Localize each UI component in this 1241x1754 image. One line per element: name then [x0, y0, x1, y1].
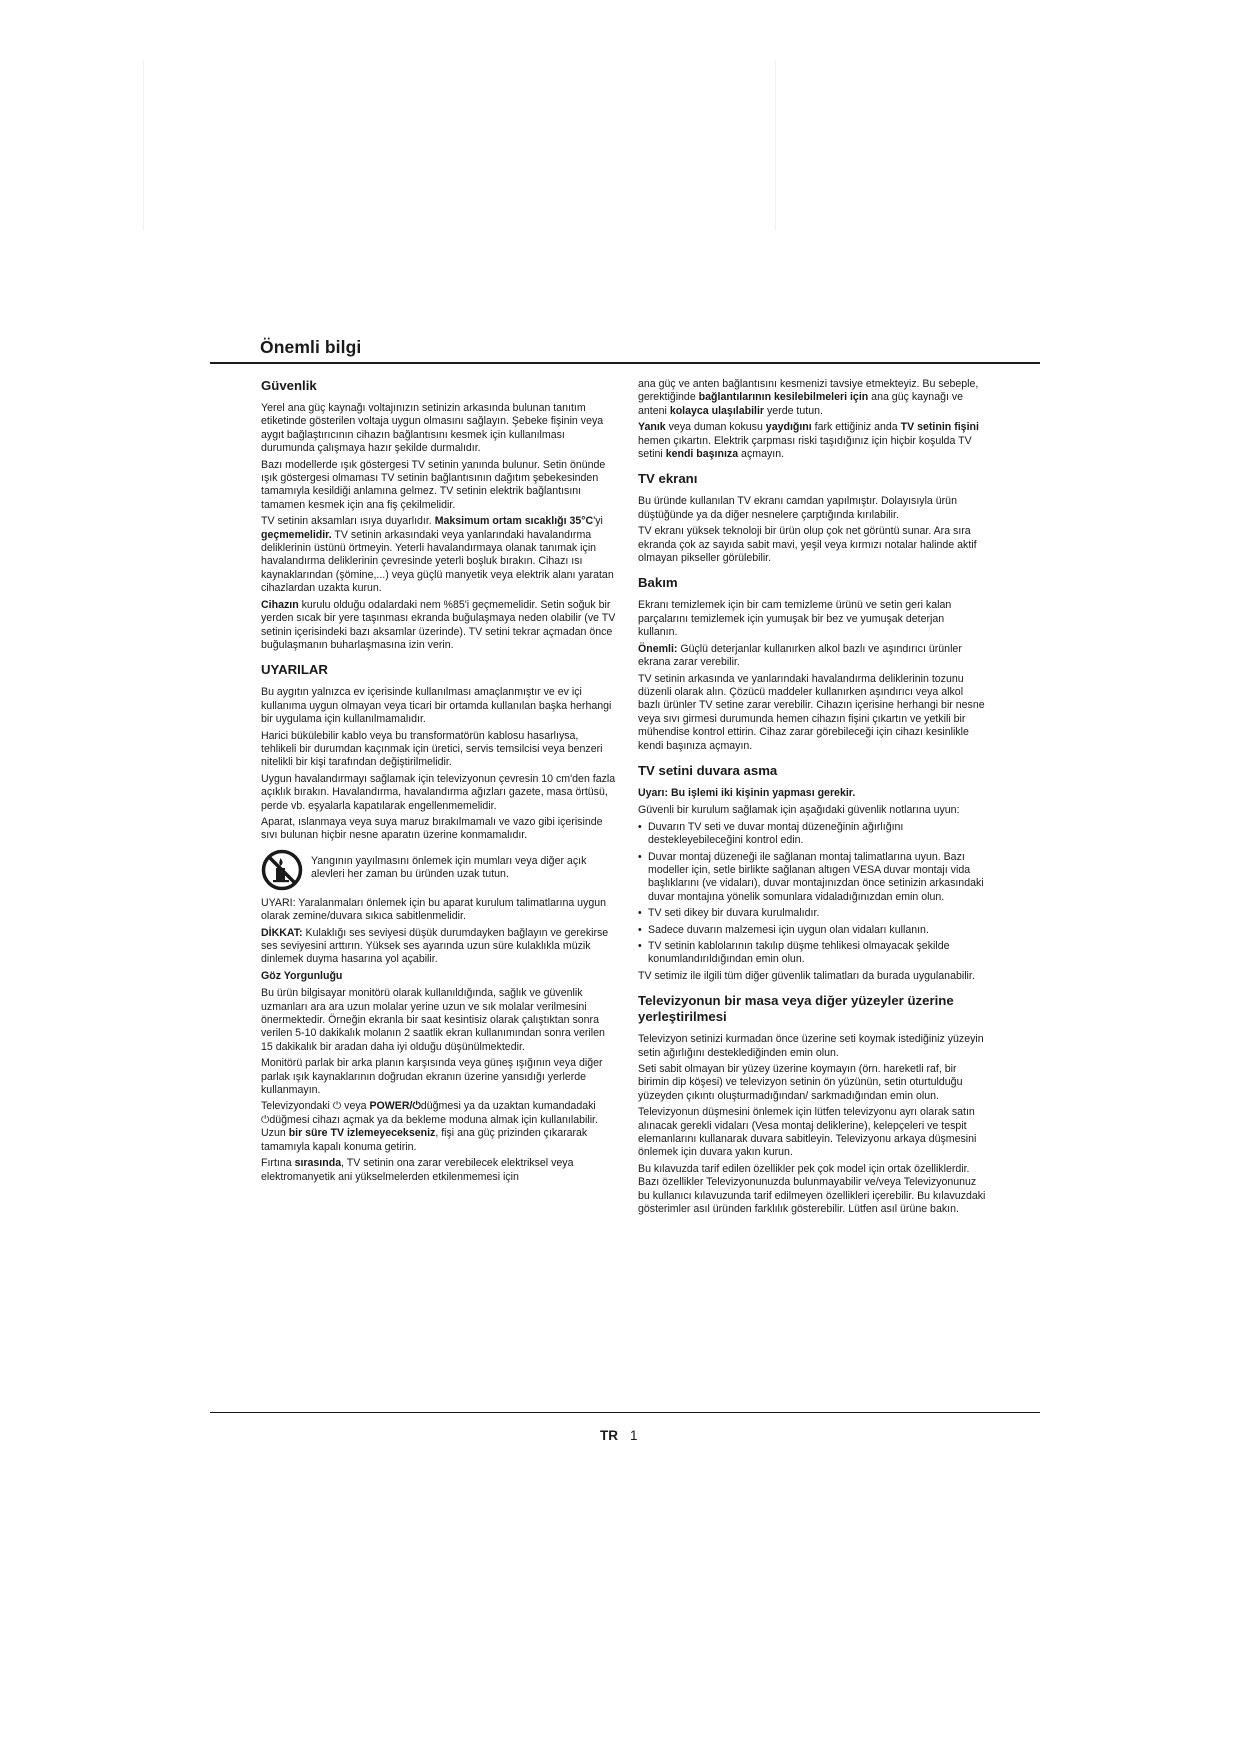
paragraph: Seti sabit olmayan bir yüzey üzerine koymayın (örn. hareketli raf, bir birimin dip köşesi) ve televizyon setinin ön yüzünün, setin oturtulduğu yüzeyden çıkıntı oluşturmadığından/ sarkmadığından emin olun.	[638, 1063, 963, 1102]
warning-line: Uyarı: Bu işlemi iki kişinin yapması gerekir.	[638, 786, 856, 799]
bold-run: kendi başınıza	[665, 448, 739, 461]
paragraph: TV ekranı yüksek teknoloji bir ürün olup çok net görüntü sunar. Ara sıra ekranda çok az sayıda sabit mavi, yeşil veya kırmızı notalar halinde aktif olmayan pikseller görülebilir.	[638, 525, 977, 565]
text-run: yerde tutun.	[764, 404, 823, 417]
paragraph: Bu kılavuzda tarif edilen özellikler pek çok model için ortak özelliklerdir. Bazı özellikler Televizyonunuzda bulunmayabilir ve/veya Televizyonunuz bu kullanıcı kılavuzunda tarif edilmeyen özellikleri içerebilir. Bu kılavuzdaki gösterimler asıl üründen farklılık gösterebilir. Lütfen asıl ürüne bakın.	[638, 1162, 986, 1216]
page-number: 1	[630, 1428, 638, 1443]
paragraph	[261, 599, 616, 653]
section-heading: Güvenlik	[261, 378, 317, 393]
paragraph	[261, 515, 616, 595]
paragraph: Televizyonun düşmesini önlemek için lütfen televizyonu ayrı olarak satın alınacak gerekli vidaları (Vesa montaj deliklerine), kelepçeleri ve tespit elemanlarını kullanarak duvara sabitleyin. Televizyonu arkaya düşmesini önlemek için duvara yakın kurun.	[638, 1106, 977, 1159]
paragraph	[638, 378, 986, 418]
header-rule	[210, 362, 1040, 364]
language-code: TR	[600, 1428, 618, 1443]
list-item: • Sadece duvarın malzemesi için uygun olan vidaları kullanın.	[638, 924, 986, 937]
section-bakim	[638, 575, 986, 752]
bold-run: bir süre TV izlemeyecekseniz	[288, 1127, 436, 1140]
paragraph: Bu üründe kullanılan TV ekranı camdan yapılmıştır. Dolayısıyla ürün düştüğünde ya da diğer nesnelere çarptığında kırılabilir.	[638, 495, 957, 521]
list-item: • Duvarın TV seti ve duvar montaj düzeneğinin ağırlığını destekleyebileceğini kontrol edin.	[638, 821, 986, 848]
bold-run: POWER/⏻	[369, 1100, 421, 1113]
page-title: Önemli bilgi	[260, 337, 362, 357]
paragraph: UYARI: Yaralanmaları önlemek için bu aparat kurulum talimatlarına uygun olarak zemine/duvara sıkıca sabitlenmelidir.	[261, 896, 607, 923]
paragraph: Güvenli bir kurulum sağlamak için aşağıdaki güvenlik notlarına uyun:	[638, 804, 960, 817]
section-goz-yorgunlugu	[261, 970, 616, 1184]
text-run: hemen çıkartın. Elektrik çarpması riski taşıdığınız için hiçbir koşulda TV setini	[638, 434, 972, 461]
text-run: TV setinin aksamları ısıya duyarlıdır.	[261, 515, 435, 528]
paragraph: Bu aygıtın yalnızca ev içerisinde kullanılması amaçlanmıştır ve ev içi kullanıma uygun olmayan veya ticari bir ortamda kullanılan başka herhangi bir uygulama için kullanılmamalıdır.	[261, 686, 612, 726]
text-run: 'yi	[593, 515, 603, 528]
fire-warning-text: Yangının yayılmasını önlemek için mumları veya diğer açık alevleri her zaman bu üründen uzak tutun.	[311, 854, 587, 881]
list-item: • TV setinin kablolarının takılıp düşme tehlikesi olmayacak şekilde konumlandırıldığından emin olun.	[638, 940, 986, 967]
bold-run: kolayca ulaşılabilir	[669, 404, 765, 417]
text-run: ana güç ve anten bağlantısını kesmenizi tavsiye etmekteyiz. Bu sebeple, gerektiğinde	[638, 378, 979, 404]
section-heading: Televizyonun bir masa veya diğer yüzeyler üzerine yerleştirilmesi	[638, 993, 954, 1025]
paragraph: TV setinin arkasında ve yanlarındaki havalandırma deliklerinin tozunu düzenli olarak alın. Çözücü maddeler kullanırken aşındırıcı veya alkol bazlı ürünler TV setine zarar verebilir. Cihazın içerisine herhangi bir nesne veya sıvı girmesi durumunda hemen cihazın fişini çıkartın ve yetkili bir mühendise kontrol ettirin. Cihaz zarar görebileceği için cihazı kesinlikle kendi başınıza açmayın.	[638, 672, 985, 752]
paragraph	[261, 1100, 616, 1154]
bold-run: Önemli:	[638, 642, 678, 655]
fire-warning-block	[261, 849, 616, 891]
bold-run: Maksimum ortam sıcaklığı 35°C	[434, 515, 594, 528]
page-footer	[600, 1428, 638, 1443]
text-run: Televizyondaki ⏻ veya	[261, 1100, 370, 1113]
bold-run: Yanık	[638, 421, 666, 434]
right-column	[638, 378, 986, 1220]
text-run: Güçlü deterjanlar kullanırken alkol bazlı ve aşındırıcı ürünler ekrana zarar verebilir.	[638, 642, 962, 669]
section-duvara-asma	[638, 763, 986, 983]
bold-run: DİKKAT:	[261, 926, 303, 939]
paragraph: Harici bükülebilir kablo veya bu transformatörün kablosu hasarlıysa, tehlikeli bir durumdan kaçınmak için üretici, servis temsilcisi veya benzeri nitelikli bir kişi tarafından değiştirilmelidir.	[261, 729, 603, 769]
paragraph	[261, 1157, 616, 1184]
paragraph: TV setimiz ile ilgili tüm diğer güvenlik talimatları da burada uygulanabilir.	[638, 969, 975, 982]
bold-run: bağlantılarının kesilebilmeleri için	[698, 391, 869, 404]
footer-rule	[210, 1412, 1040, 1413]
section-heading: TV ekranı	[638, 471, 698, 487]
paragraph: Ekranı temizlemek için bir cam temizleme ürünü ve setin geri kalan parçalarını temizlemek için yumuşak bir bez ve yumuşak deterjan kullanın.	[638, 599, 952, 639]
paragraph	[638, 643, 986, 670]
paragraph: Monitörü parlak bir arka planın karşısında veya güneş ışığının veya diğer parlak ışık kaynaklarının doğrudan ekranın üzerine yansıdığı yerlerde kullanmayın.	[261, 1057, 603, 1097]
text-run: veya duman kokusu	[665, 421, 766, 434]
section-uyarilar	[261, 662, 616, 967]
section-heading: Bakım	[638, 575, 678, 591]
list-item: • TV seti dikey bir duvara kurulmalıdır.	[638, 907, 986, 920]
no-open-flame-icon	[261, 849, 303, 891]
safety-list	[638, 821, 986, 967]
text-run: TV setinin arkasındaki veya yanlarındaki havalandırma deliklerinin üstünü örtmeyin. Yeterli havalandırmaya olanak tanımak için havalandırma deliklerinin çevresinde yeterli boşluk bırakın. Cihazı ısı kaynaklarından (şömine,...) veya güçlü manyetik veya elektrik alanı yaratan cihazlardan uzakta kurun.	[261, 528, 614, 595]
section-masa-yerlestirme	[638, 993, 986, 1216]
bold-run: yaydığını	[765, 421, 812, 434]
text-run: , fişi ana güç prizinden çıkararak tamamıyla kapalı konuma getirin.	[261, 1127, 588, 1153]
paragraph: Yerel ana güç kaynağı voltajınızın setinizin arkasında bulunan tanıtım etiketinde gösterilen voltaja uygun olmasını sağlayın. Şebeke fişinin veya aygıt bağlaştırıcının cihazın bağlantısını kesmek için kullanılması durumunda çalışmaya hazır şekilde durmalıdır.	[261, 402, 604, 455]
left-column	[261, 378, 616, 1187]
section-heading: UYARILAR	[261, 662, 328, 678]
sub-heading: Göz Yorgunluğu	[261, 969, 343, 982]
bold-run: Cihazın	[261, 598, 299, 611]
bold-run: geçmemelidir.	[261, 528, 332, 541]
section-tv-ekrani	[638, 471, 986, 565]
bold-run: sırasında	[294, 1157, 342, 1170]
paragraph	[638, 421, 986, 461]
paragraph: Bu ürün bilgisayar monitörü olarak kullanıldığında, sağlık ve güvenlik uzmanları ara ara uzun molalar yerine uzun ve sık molalar verilmesini önermektedir. Örneğin ekranla bir saat kesintisiz olarak çalıştıktan sonra verilen 5-10 dakikalık molanın 2 saatlik ekran kullanımından sonra verilen 15 dakikalık bir aradan daha iyi olduğu düşünülmektedir.	[261, 987, 605, 1053]
list-item: • Duvar montaj düzeneği ile sağlanan montaj talimatlarına uyun. Bazı modeller için, setle birlikte sağlanan altıgen VESA duvar montajı vida başlıklarını (ve vidaları), duvar montajınızdan önce setinizin arkasındaki duvar montajına yönelik somunlara vidaladığınızdan emin olun.	[638, 851, 986, 905]
text-run: Kulaklığı ses seviyesi düşük durumdayken bağlayın ve gerekirse ses seviyesini arttırın. Yüksek ses ayarında uzun süre kulaklıkla müzik dinlemek duyma hasarına yol açabilir.	[261, 926, 609, 966]
scan-margin-left	[143, 60, 144, 230]
section-heading: TV setini duvara asma	[638, 762, 778, 778]
section-guvenlik	[261, 378, 616, 652]
paragraph: Aparat, ıslanmaya veya suya maruz bırakılmamalı ve vazo gibi içerisinde sıvı bulunan hiçbir nesne aparatın üzerine konmamalıdır.	[261, 815, 603, 842]
text-run: açmayın.	[738, 448, 785, 461]
paragraph: Uygun havalandırmayı sağlamak için televizyonun çevresin 10 cm'den fazla açıklık bırakın. Havalandırma, havalandırma ağızları gazete, masa örtüsü, perde vb. eşyalarla kapatılarak engellenmemelidir.	[261, 772, 616, 812]
bold-run: TV setinin fişini	[900, 421, 979, 434]
scan-margin-right	[775, 60, 776, 230]
text-run: fark ettiğiniz anda	[811, 421, 901, 434]
paragraph	[261, 927, 616, 967]
paragraph: Bazı modellerde ışık göstergesi TV setinin yanında bulunur. Setin önünde ışık göstergesi olmaması TV setinin bağlantısının dağıtım şebekesinden tamamıyla kesildiği anlamına gelmez. TV setinin elektrik bağlantısını tamamen kesmek için ana fiş çekilmelidir.	[261, 458, 606, 511]
section-continued	[638, 378, 986, 461]
text-run: kurulu olduğu odalardaki nem %85'i geçmemelidir. Setin soğuk bir yerden sıcak bir yere taşınması ekranda buğulaşmaya neden olabilir (ve TV setinin içerisindeki bazı aksamlar üzerinde). TV setini tekrar açmadan önce buğulaşmanın buharlaşmasına izin verin.	[261, 598, 616, 651]
text-run: ana güç kaynağı ve anteni	[638, 391, 964, 417]
text-run: düğmesi ya da uzaktan kumandadaki ⏻düğmesi cihazı açmak ya da bekleme moduna almak için kullanılabilir. Uzun	[261, 1100, 598, 1140]
text-run: Fırtına	[261, 1157, 295, 1170]
paragraph: Televizyon setinizi kurmadan önce üzerine seti koymak istediğiniz yüzeyin setin ağırlığını desteklediğinden emin olun.	[638, 1033, 984, 1059]
text-run: , TV setinin ona zarar verebilecek elektriksel veya elektromanyetik ani yükselmelerden etkilenmemesi için	[261, 1157, 574, 1183]
